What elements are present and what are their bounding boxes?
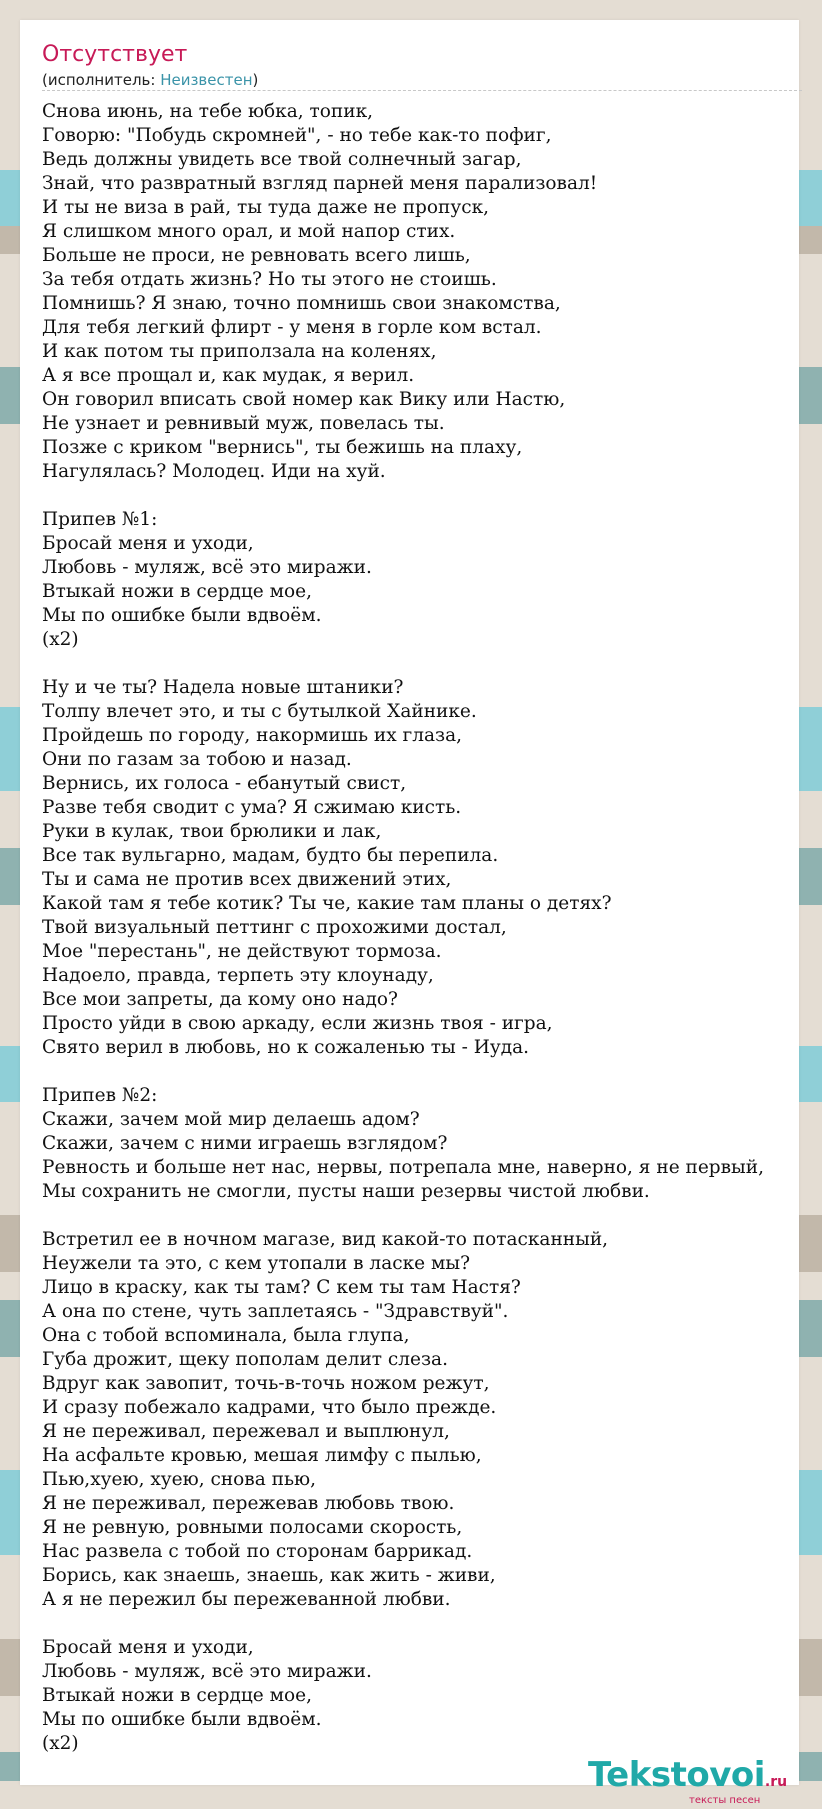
lyric-line: Вернись, их голоса - ебанутый свист, [42, 773, 407, 794]
lyric-line: Скажи, зачем с ними играешь взглядом? [42, 1133, 448, 1154]
lyric-line: Пройдешь по городу, накормишь их глаза, [42, 725, 463, 746]
lyric-line: А я не пережил бы пережеванной любви. [42, 1589, 451, 1610]
lyric-line: (x2) [42, 1733, 79, 1754]
lyric-line [42, 1612, 764, 1636]
lyric-line [42, 652, 764, 676]
lyrics-text [42, 100, 764, 1756]
lyric-line: Пью,хуею, хуею, снова пью, [42, 1469, 317, 1490]
lyric-line: На асфальте кровью, мешая лимфу с пылью, [42, 1445, 482, 1466]
lyric-line: Твой визуальный петтинг с прохожими достал, [42, 917, 507, 938]
divider [42, 90, 802, 91]
lyric-line [42, 1204, 764, 1228]
lyric-line: Ты и сама не против всех движений этих, [42, 869, 452, 890]
lyric-line: Все мои запреты, да кому оно надо? [42, 989, 398, 1010]
lyric-line: Она с тобой вспоминала, была глупа, [42, 1325, 410, 1346]
artist-prefix: (исполнитель: [42, 71, 161, 89]
lyric-line: И как потом ты приползала на коленях, [42, 341, 437, 362]
lyric-line: Вдруг как завопит, точь-в-точь ножом режут, [42, 1373, 490, 1394]
lyric-line: Я слишком много орал, и мой напор стих. [42, 221, 456, 242]
lyric-line: Ревность и больше нет нас, нервы, потрепала мне, наверно, я не первый, [42, 1157, 764, 1178]
lyric-line: Просто уйди в свою аркаду, если жизнь твоя - игра, [42, 1013, 553, 1034]
lyric-line: Втыкай ножи в сердце мое, [42, 581, 312, 602]
lyric-line [42, 1060, 764, 1084]
lyric-line: Мы сохранить не смогли, пусты наши резервы чистой любви. [42, 1181, 650, 1202]
lyric-line: И сразу побежало кадрами, что было прежде. [42, 1397, 497, 1418]
lyric-line: Я не переживал, пережевав любовь твою. [42, 1493, 455, 1514]
lyric-line: Я не переживал, пережевал и выплюнул, [42, 1421, 450, 1442]
lyric-line: Припев №1: [42, 509, 158, 530]
lyric-line: Все так вульгарно, мадам, будто бы перепила. [42, 845, 499, 866]
lyric-line: (x2) [42, 629, 79, 650]
song-title: Отсутствует [42, 42, 188, 67]
lyric-line: Снова июнь, на тебе юбка, топик, [42, 101, 374, 122]
lyrics-card [20, 20, 799, 1806]
lyric-line: Лицо в краску, как ты там? С кем ты там Настя? [42, 1277, 521, 1298]
lyric-line: Бросай меня и уходи, [42, 533, 254, 554]
lyric-line: Он говорил вписать свой номер как Вику или Настю, [42, 389, 566, 410]
lyric-line: Свято верил в любовь, но к сожаленью ты - Иуда. [42, 1037, 530, 1058]
lyric-line: Надоело, правда, терпеть эту клоунаду, [42, 965, 434, 986]
artist-line [42, 71, 258, 89]
lyric-line: Знай, что развратный взгляд парней меня парализовал! [42, 173, 598, 194]
lyric-line: Позже с криком "вернись", ты бежишь на плаху, [42, 437, 523, 458]
artist-link[interactable]: Неизвестен [160, 71, 253, 89]
lyric-line: Мое "перестань", не действуют тормоза. [42, 941, 442, 962]
lyric-line: Я не ревную, ровными полосами скорость, [42, 1517, 463, 1538]
lyric-line: Для тебя легкий флирт - у меня в горле ком встал. [42, 317, 542, 338]
lyric-line: Ведь должны увидеть все твой солнечный загар, [42, 149, 522, 170]
lyric-line: А она по стене, чуть заплетаясь - "Здравствуй". [42, 1301, 509, 1322]
logo-tld: .ru [764, 1774, 788, 1790]
lyric-line: Нас развела с тобой по сторонам баррикад. [42, 1541, 473, 1562]
lyric-line [42, 484, 764, 508]
lyric-line: Мы по ошибке были вдвоём. [42, 605, 322, 626]
lyric-line: Припев №2: [42, 1085, 158, 1106]
lyric-line: Не узнает и ревнивый муж, повелась ты. [42, 413, 445, 434]
lyric-line: Толпу влечет это, и ты с бутылкой Хайнике. [42, 701, 477, 722]
lyric-line: Бросай меня и уходи, [42, 1637, 254, 1658]
lyric-line: Руки в кулак, твои брюлики и лак, [42, 821, 382, 842]
lyric-line: За тебя отдать жизнь? Но ты этого не стоишь. [42, 269, 497, 290]
artist-suffix: ) [252, 71, 259, 89]
lyric-line: Ну и че ты? Надела новые штаники? [42, 677, 404, 698]
lyric-line: Скажи, зачем мой мир делаешь адом? [42, 1109, 420, 1130]
lyric-line: Мы по ошибке были вдвоём. [42, 1709, 322, 1730]
lyric-line: Нагулялась? Молодец. Иди на хуй. [42, 461, 386, 482]
lyric-line: Неужели та это, с кем утопали в ласке мы? [42, 1253, 471, 1274]
lyric-line: Больше не проси, не ревновать всего лишь, [42, 245, 471, 266]
lyric-line: Встретил ее в ночном магазе, вид какой-то потасканный, [42, 1229, 609, 1250]
lyric-line: Губа дрожит, щеку пополам делит слеза. [42, 1349, 448, 1370]
lyric-line: Они по газам за тобою и назад. [42, 749, 352, 770]
lyric-line: Какой там я тебе котик? Ты че, какие там планы о детях? [42, 893, 612, 914]
lyric-line: Разве тебя сводит с ума? Я сжимаю кисть. [42, 797, 462, 818]
lyric-line: Втыкай ножи в сердце мое, [42, 1685, 312, 1706]
lyric-line: И ты не виза в рай, ты туда даже не пропуск, [42, 197, 490, 218]
lyric-line: Борись, как знаешь, знаешь, как жить - живи, [42, 1565, 496, 1586]
lyric-line: Любовь - муляж, всё это миражи. [42, 1661, 372, 1682]
logo-tagline: тексты песен [689, 1795, 761, 1806]
lyric-line: Говорю: "Побудь скромней", - но тебе как-то пофиг, [42, 125, 552, 146]
logo-name: Tekstovoi [588, 1755, 765, 1795]
lyric-line: Помнишь? Я знаю, точно помнишь свои знакомства, [42, 293, 561, 314]
lyric-line: А я все прощал и, как мудак, я верил. [42, 365, 415, 386]
lyric-line: Любовь - муляж, всё это миражи. [42, 557, 372, 578]
